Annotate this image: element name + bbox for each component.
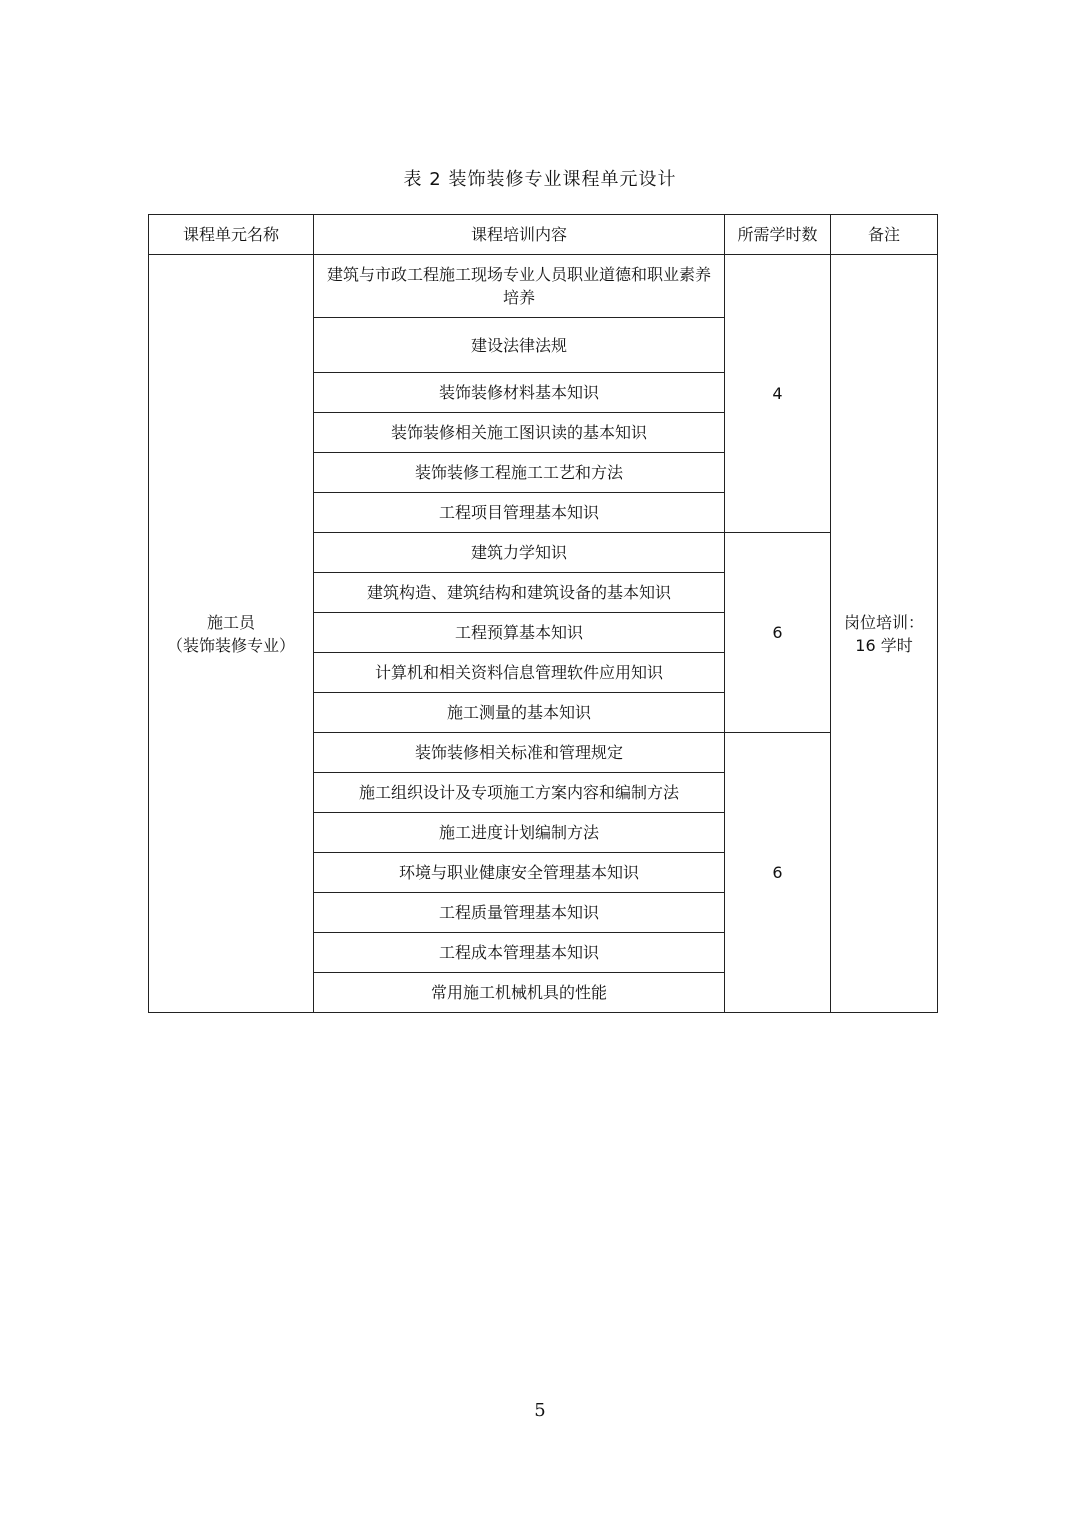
unit-name-line1: 施工员 xyxy=(206,612,255,632)
content-cell: 工程质量管理基本知识 xyxy=(314,893,725,933)
content-cell: 装饰装修材料基本知识 xyxy=(314,373,725,413)
content-cell: 工程预算基本知识 xyxy=(314,613,725,653)
header-remark: 备注 xyxy=(831,215,938,255)
remark-cell xyxy=(831,255,938,1013)
table-header-row xyxy=(149,215,938,255)
remark-line2: 16 学时 xyxy=(855,635,913,655)
hours-cell: 6 xyxy=(725,533,831,733)
page-number: 5 xyxy=(534,1400,546,1421)
content-cell: 建筑与市政工程施工现场专业人员职业道德和职业素养培养 xyxy=(314,255,725,318)
header-content: 课程培训内容 xyxy=(314,215,725,255)
content-cell: 装饰装修相关标准和管理规定 xyxy=(314,733,725,773)
content-cell: 建设法律法规 xyxy=(314,318,725,373)
table-title: 表 2 装饰装修专业课程单元设计 xyxy=(403,169,677,190)
content-cell: 装饰装修工程施工工艺和方法 xyxy=(314,453,725,493)
content-cell: 常用施工机械机具的性能 xyxy=(314,973,725,1013)
content-cell: 建筑构造、建筑结构和建筑设备的基本知识 xyxy=(314,573,725,613)
content-cell: 环境与职业健康安全管理基本知识 xyxy=(314,853,725,893)
unit-name-cell xyxy=(149,255,314,1013)
content-cell: 计算机和相关资料信息管理软件应用知识 xyxy=(314,653,725,693)
content-cell: 工程成本管理基本知识 xyxy=(314,933,725,973)
content-cell: 施工进度计划编制方法 xyxy=(314,813,725,853)
hours-cell: 6 xyxy=(725,733,831,1013)
content-cell: 施工组织设计及专项施工方案内容和编制方法 xyxy=(314,773,725,813)
unit-name-line2: （装饰装修专业） xyxy=(166,635,295,655)
table-row xyxy=(149,255,938,318)
header-unit-name: 课程单元名称 xyxy=(149,215,314,255)
content-cell: 工程项目管理基本知识 xyxy=(314,493,725,533)
content-cell: 建筑力学知识 xyxy=(314,533,725,573)
content-cell: 施工测量的基本知识 xyxy=(314,693,725,733)
remark-line1: 岗位培训： xyxy=(843,612,924,632)
course-unit-table xyxy=(148,214,938,1013)
hours-cell: 4 xyxy=(725,255,831,533)
content-cell: 装饰装修相关施工图识读的基本知识 xyxy=(314,413,725,453)
header-hours: 所需学时数 xyxy=(725,215,831,255)
